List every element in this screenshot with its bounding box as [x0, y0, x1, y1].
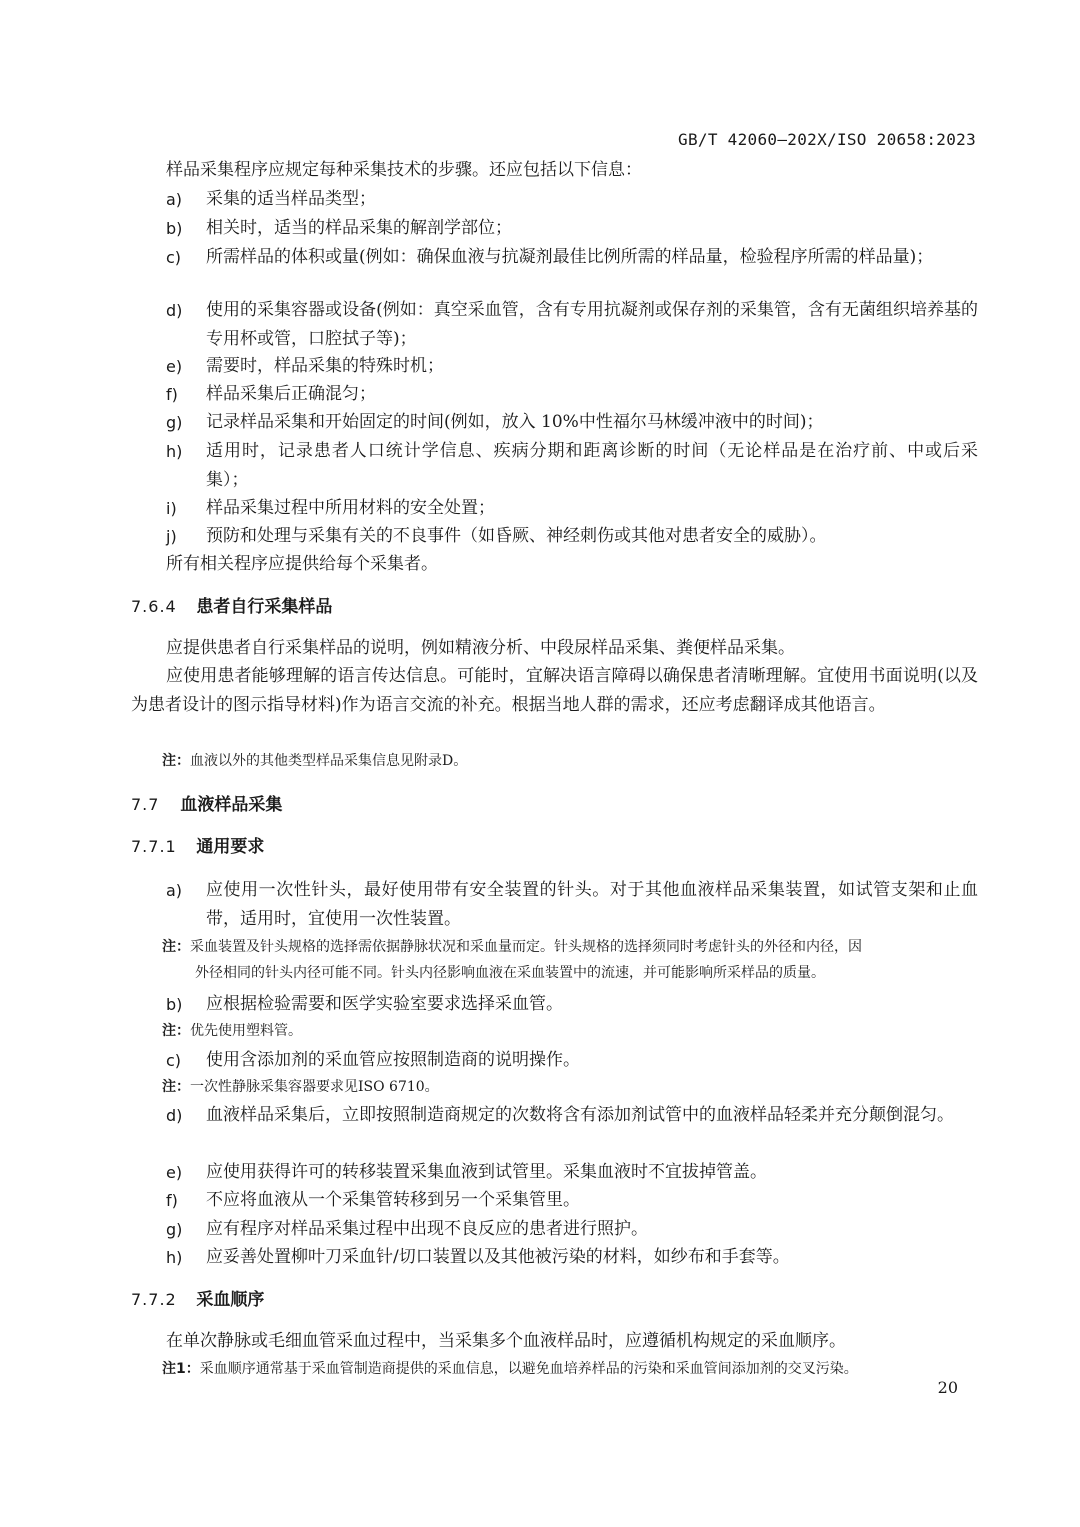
list-marker: e)	[166, 1163, 183, 1182]
list-text: 应有程序对样品采集过程中出现不良反应的患者进行照护。	[206, 1219, 648, 1239]
section-heading-7-7-1	[131, 834, 264, 860]
list-text: 需要时，样品采集的特殊时机；	[206, 356, 444, 376]
list-text: 样品采集过程中所用材料的安全处置；	[206, 498, 495, 518]
intro-lead: 样品采集程序应规定每种采集技术的步骤。还应包括以下信息：	[166, 160, 642, 180]
list-marker: e)	[166, 357, 183, 376]
section-heading-7-6-4	[131, 594, 332, 620]
note	[162, 1074, 978, 1100]
section-heading-7-7	[131, 792, 282, 818]
note-text: 血液以外的其他类型样品采集信息见附录D。	[190, 753, 468, 769]
list-item	[166, 352, 978, 381]
list-text: 使用含添加剂的采血管应按照制造商的说明操作。	[206, 1050, 580, 1070]
note-label: 注：	[162, 1023, 190, 1039]
note-label: 注：	[162, 753, 190, 769]
section-number: 7.7.1	[131, 837, 177, 856]
section-title: 血液样品采集	[180, 795, 283, 815]
note-text: 采血顺序通常基于采血管制造商提供的采血信息，以避免血培养样品的污染和采血管间添加剂的交叉污染。	[199, 1361, 858, 1377]
section-number: 7.7	[131, 795, 160, 814]
note-label: 注：	[162, 1079, 190, 1095]
list-marker: b)	[166, 219, 183, 238]
list-item	[166, 1046, 978, 1075]
list-text: 血液样品采集后，立即按照制造商规定的次数将含有添加剂试管中的血液样品轻柔并充分颠倒混匀。	[206, 1105, 954, 1125]
list-item	[166, 522, 978, 551]
list-item	[166, 1101, 978, 1130]
list-item	[166, 408, 978, 437]
list-text: 应使用获得许可的转移装置采集血液到试管里。采集血液时不宜拔掉管盖。	[206, 1162, 767, 1182]
list-item	[166, 243, 978, 272]
note-text-continued: 外径相同的针头内径可能不同。针头内径影响血液在采血装置中的流速，并可能影响所采样品的质量。	[195, 965, 825, 981]
list-text: 适用时，记录患者人口统计学信息、疾病分期和距离诊断的时间（无论样品是在治疗前、中或后采集）；	[206, 441, 978, 490]
list-marker: b)	[166, 995, 183, 1014]
list-text: 相关时，适当的样品采集的解剖学部位；	[206, 218, 512, 238]
list-item	[166, 1158, 978, 1187]
list-text: 采集的适当样品类型；	[206, 189, 376, 209]
list-marker: d)	[166, 1106, 183, 1125]
list-marker: j)	[166, 527, 177, 546]
list-text: 样品采集后正确混匀；	[206, 384, 376, 404]
list-text: 应根据检验需要和医学实验室要求选择采血管。	[206, 994, 563, 1014]
list-marker: c)	[166, 248, 182, 267]
list-item	[166, 990, 978, 1019]
list-text: 不应将血液从一个采集管转移到另一个采集管里。	[206, 1190, 580, 1210]
list-text: 预防和处理与采集有关的不良事件（如昏厥、神经刺伤或其他对患者安全的威胁）。	[206, 526, 827, 546]
list-text: 所需样品的体积或量(例如：确保血液与抗凝剂最佳比例所需的样品量，检验程序所需的样品量)；	[206, 247, 934, 267]
list-marker: g)	[166, 413, 183, 432]
list-marker: c)	[166, 1051, 182, 1070]
list-marker: i)	[166, 499, 177, 518]
note	[162, 748, 978, 774]
list-marker: h)	[166, 1248, 183, 1267]
list-item	[166, 380, 978, 409]
list-item	[166, 185, 978, 214]
list-item	[166, 494, 978, 523]
list-text: 使用的采集容器或设备(例如：真空采血管，含有专用抗凝剂或保存剂的采集管，含有无菌组织培养基的专用杯或管，口腔拭子等)；	[206, 300, 978, 349]
note-label: 注1：	[162, 1361, 200, 1377]
section-title: 采血顺序	[196, 1290, 265, 1310]
section-title: 患者自行采集样品	[196, 597, 333, 617]
paragraph: 应使用患者能够理解的语言传达信息。可能时，宜解决语言障碍以确保患者清晰理解。宜使用书面说明(以及为患者设计的图示指导材料)作为语言交流的补充。根据当地人群的需求，还应考虑翻译成其他语言。	[131, 666, 978, 715]
list-marker: a)	[166, 881, 183, 900]
list-item	[166, 296, 978, 354]
list-marker: f)	[166, 1191, 178, 1210]
list-text: 应妥善处置柳叶刀采血针/切口装置以及其他被污染的材料，如纱布和手套等。	[206, 1247, 790, 1267]
list-item	[166, 214, 978, 243]
list-item	[166, 437, 978, 495]
section-number: 7.6.4	[131, 597, 177, 616]
list-item	[166, 1186, 978, 1215]
list-text: 应使用一次性针头，最好使用带有安全装置的针头。对于其他血液样品采集装置，如试管支架和止血带，适用时，宜使用一次性装置。	[206, 880, 978, 929]
note	[162, 934, 978, 986]
section-number: 7.7.2	[131, 1290, 177, 1309]
paragraph: 在单次静脉或毛细血管采血过程中，当采集多个血液样品时，应遵循机构规定的采血顺序。	[166, 1331, 846, 1351]
note	[162, 1018, 978, 1044]
list-item	[166, 1243, 978, 1272]
paragraph: 应提供患者自行采集样品的说明，例如精液分析、中段尿样品采集、粪便样品采集。	[166, 638, 795, 658]
list-marker: f)	[166, 385, 178, 404]
section-title: 通用要求	[196, 837, 265, 857]
intro-closing: 所有相关程序应提供给每个采集者。	[166, 554, 438, 574]
note-label: 注：	[162, 939, 190, 955]
list-text: 记录样品采集和开始固定的时间(例如，放入 10%中性福尔马林缓冲液中的时间)；	[206, 412, 824, 432]
list-item	[166, 876, 978, 934]
list-marker: g)	[166, 1220, 183, 1239]
list-item	[166, 1215, 978, 1244]
note-text: 优先使用塑料管。	[190, 1023, 302, 1039]
list-marker: a)	[166, 190, 183, 209]
page-number: 20	[937, 1378, 958, 1397]
note	[162, 1356, 978, 1382]
list-marker: d)	[166, 301, 183, 320]
list-marker: h)	[166, 442, 183, 461]
section-heading-7-7-2	[131, 1287, 264, 1313]
note-text: 采血装置及针头规格的选择需依据静脉状况和采血量而定。针头规格的选择须同时考虑针头的外径和内径，因	[190, 939, 862, 955]
standard-code-header: GB/T 42060—202X/ISO 20658:2023	[678, 130, 976, 149]
note-text: 一次性静脉采集容器要求见ISO 6710。	[190, 1079, 439, 1095]
